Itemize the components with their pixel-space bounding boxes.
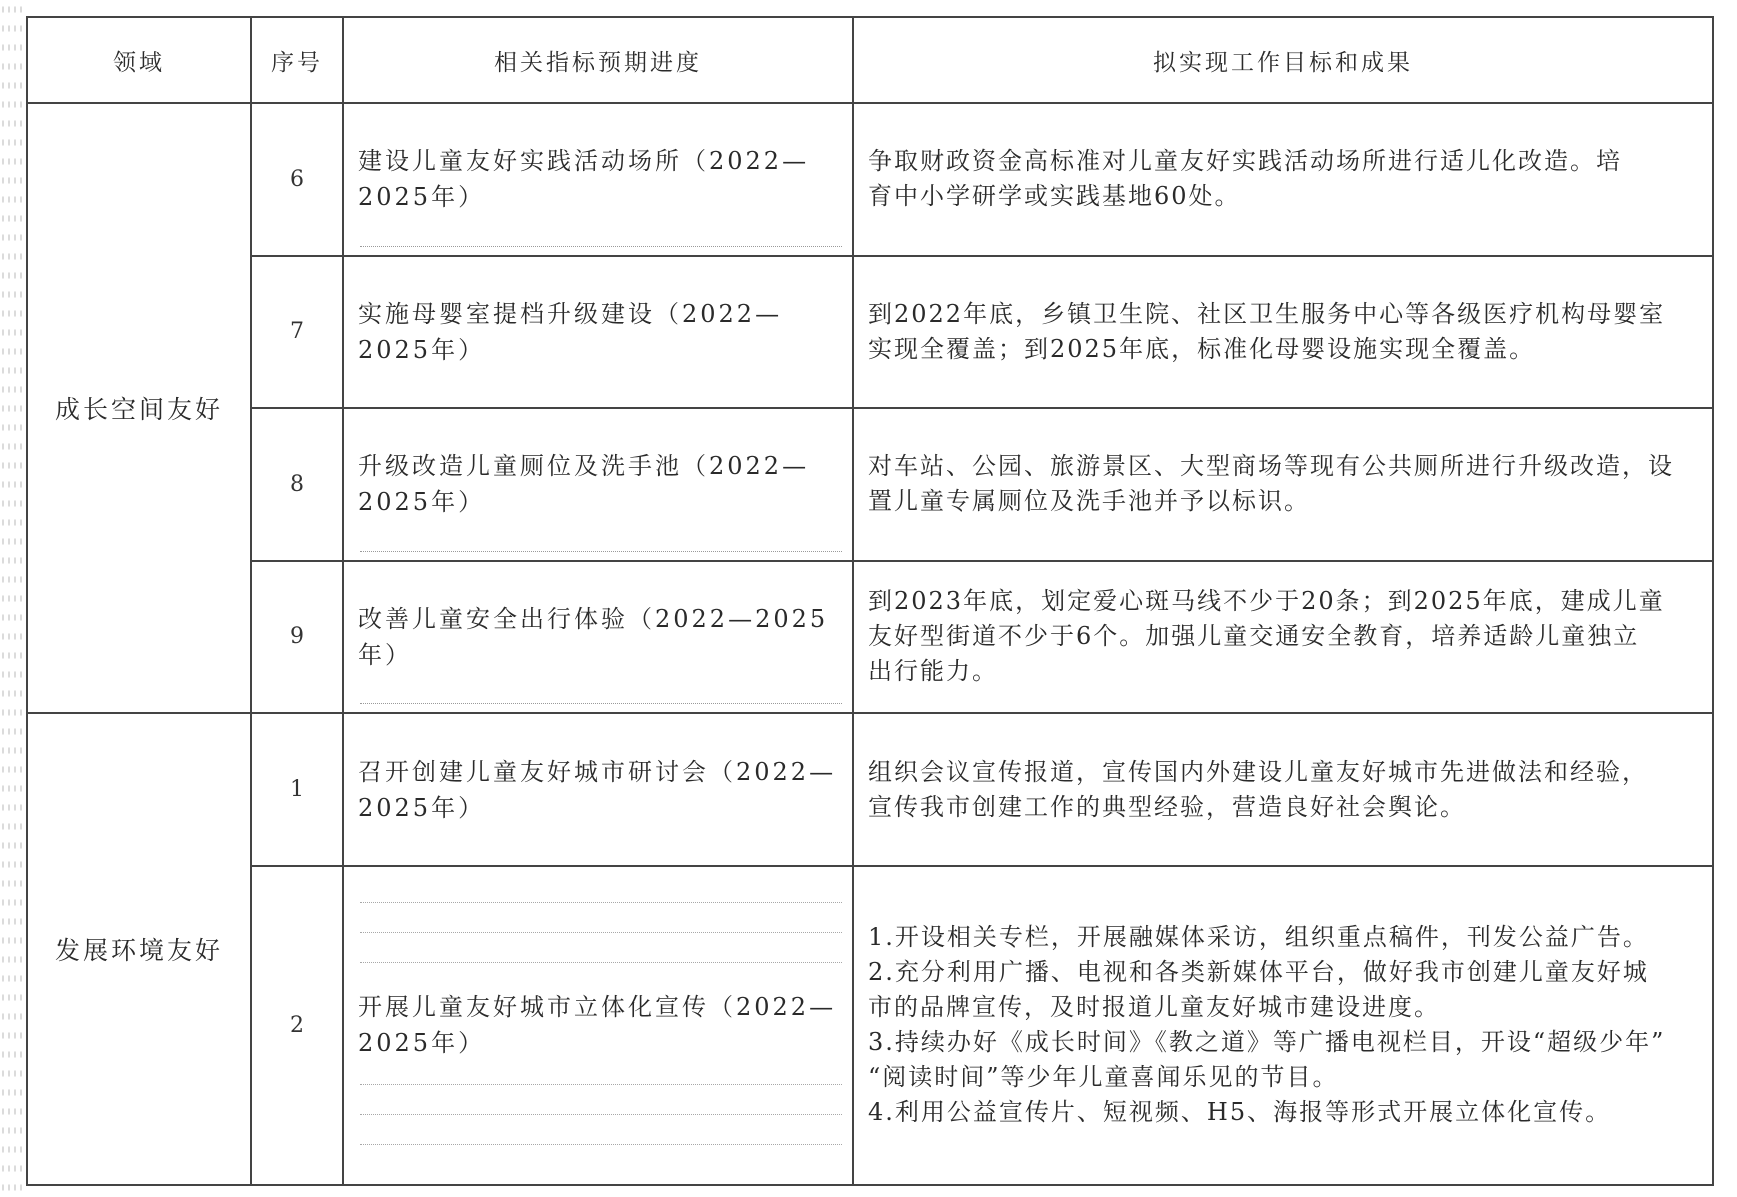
indicator-text: 建设儿童友好实践活动场所（2022—2025年）: [358, 147, 810, 212]
seq-cell: 1: [251, 713, 343, 866]
indicator-text: 实施母婴室提档升级建设（2022—2025年）: [358, 299, 783, 364]
dotted-guide: [360, 1083, 842, 1085]
goal-line: 组织会议宣传报道，宣传国内外建设儿童友好城市先进做法和经验，: [868, 757, 1648, 786]
dotted-guide: [360, 931, 842, 933]
table-row: [27, 256, 1713, 409]
indicator-cell: [343, 561, 853, 714]
goal-cell: [853, 713, 1713, 866]
header-row: [27, 17, 1713, 103]
dotted-guide: [360, 236, 842, 247]
indicator-text: 召开创建儿童友好城市研讨会（2022—2025年）: [358, 757, 837, 822]
header-seq: 序号: [251, 17, 343, 103]
seq-cell: 6: [251, 103, 343, 256]
indicator-text: 改善儿童安全出行体验（2022—2025年）: [358, 604, 829, 669]
goal-line: 实现全覆盖；到2025年底，标准化母婴设施实现全覆盖。: [868, 334, 1536, 363]
goal-line: 争取财政资金高标准对儿童友好实践活动场所进行适儿化改造。培: [868, 147, 1622, 176]
goal-line: 育中小学研学或实践基地60处。: [868, 182, 1241, 211]
dotted-guide: [360, 901, 842, 903]
domain-cell: 发展环境友好: [27, 713, 251, 1185]
goal-cell: [853, 103, 1713, 256]
goal-line: 2.充分利用广播、电视和各类新媒体平台，做好我市创建儿童友好城: [868, 958, 1649, 987]
seq-cell: 9: [251, 561, 343, 714]
header-indicator: 相关指标预期进度: [343, 17, 853, 103]
goal-cell: [853, 866, 1713, 1185]
goal-line: 置儿童专属厕位及洗手池并予以标识。: [868, 487, 1310, 516]
dotted-guide: [360, 1143, 842, 1145]
indicator-text: 开展儿童友好城市立体化宣传（2022—2025年）: [358, 993, 837, 1058]
header-goal: 拟实现工作目标和成果: [853, 17, 1713, 103]
goal-line: 友好型街道不少于6个。加强儿童交通安全教育，培养适龄儿童独立: [868, 622, 1640, 651]
goal-cell: [853, 408, 1713, 561]
domain-cell: 成长空间友好: [27, 103, 251, 713]
plan-table: [26, 16, 1714, 1186]
header-domain: 领域: [27, 17, 251, 103]
indicator-cell: [343, 103, 853, 256]
goal-line: 市的品牌宣传，及时报道儿童友好城市建设进度。: [868, 993, 1440, 1022]
indicator-cell: [343, 713, 853, 866]
indicator-cell: [343, 256, 853, 409]
goal-line: 4.利用公益宣传片、短视频、H5、海报等形式开展立体化宣传。: [868, 1098, 1612, 1127]
seq-cell: 2: [251, 866, 343, 1185]
margin-dot-guides: [0, 0, 22, 1197]
table-row: [27, 866, 1713, 1185]
table-row: [27, 103, 1713, 256]
goal-line: 到2022年底，乡镇卫生院、社区卫生服务中心等各级医疗机构母婴室: [868, 299, 1666, 328]
goal-cell: [853, 256, 1713, 409]
table-row: [27, 713, 1713, 866]
goal-line: 到2023年底，划定爱心斑马线不少于20条；到2025年底，建成儿童: [868, 587, 1665, 616]
indicator-text: 升级改造儿童厕位及洗手池（2022—2025年）: [358, 452, 810, 517]
goal-line: 3.持续办好《成长时间》《教之道》等广播电视栏目，开设“超级少年”: [868, 1028, 1666, 1057]
indicator-cell: [343, 866, 853, 1185]
table-row: [27, 408, 1713, 561]
goal-cell: [853, 561, 1713, 714]
goal-line: “阅读时间”等少年儿童喜闻乐见的节目。: [868, 1063, 1339, 1092]
dotted-guide: [360, 693, 842, 704]
dotted-guide: [360, 1113, 842, 1115]
goal-line: 1.开设相关专栏，开展融媒体采访，组织重点稿件，刊发公益广告。: [868, 923, 1649, 952]
dotted-guide: [360, 541, 842, 552]
dotted-guide: [360, 961, 842, 963]
goal-line: 出行能力。: [868, 657, 998, 686]
goal-line: 对车站、公园、旅游景区、大型商场等现有公共厕所进行升级改造，设: [868, 452, 1674, 481]
seq-cell: 7: [251, 256, 343, 409]
indicator-cell: [343, 408, 853, 561]
seq-cell: 8: [251, 408, 343, 561]
table-row: [27, 561, 1713, 714]
goal-line: 宣传我市创建工作的典型经验，营造良好社会舆论。: [868, 792, 1466, 821]
